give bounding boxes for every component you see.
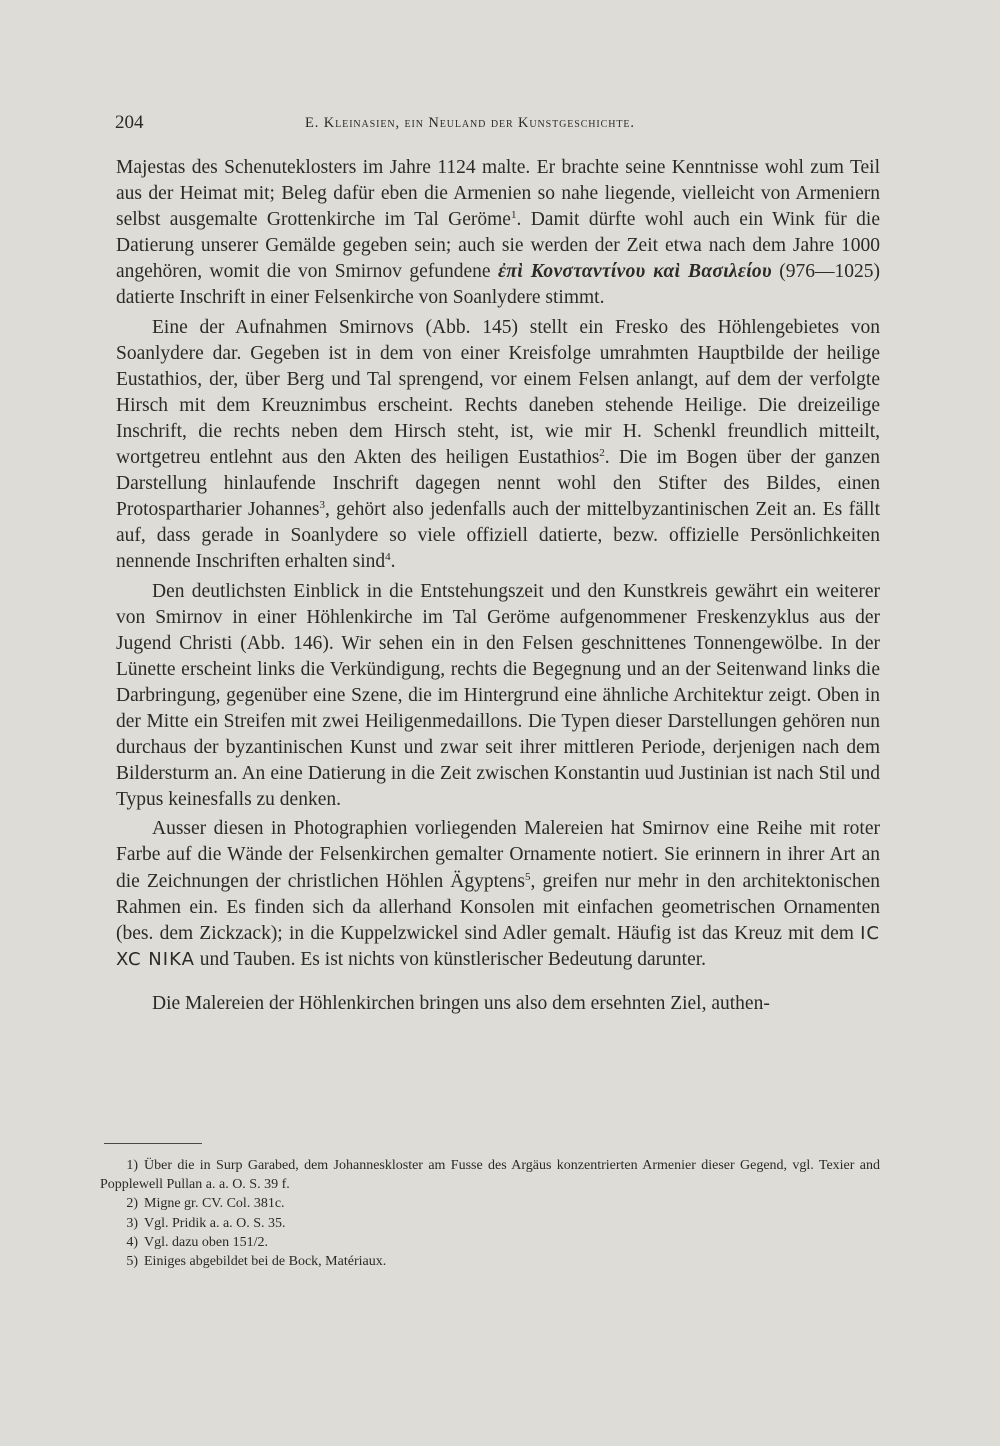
footnotes	[100, 1156, 880, 1271]
footnote-number: 4)	[126, 1234, 138, 1250]
paragraph-5: Die Malereien der Höhlenkirchen bringen uns also dem ersehnten Ziel, authen-	[152, 992, 770, 1014]
body-text	[116, 155, 880, 1017]
text-span: Ausser diesen in Photographien vorliegenden Malereien hat Smirnov eine Reihe mit roter Farbe auf die Wände der Felsenkirchen gemalter Ornamente notiert. Sie erinnern in ihrer Art an die Zeichnungen der christlichen Höhlen Ägyptens	[116, 818, 880, 892]
text-span: , greifen nur mehr in den architektonischen Rahmen ein. Es finden sich da allerhand Konsolen mit einfachen geometrischen Ornamenten (bes. dem Zickzack); in die Kuppelzwickel sind Adler gemalt. Häufig ist das Kreuz mit dem	[116, 870, 880, 944]
footnote-text: Vgl. Pridik a. a. O. S. 35.	[144, 1215, 286, 1231]
footnote-ref-4[interactable]: 4	[385, 551, 391, 564]
footnote-1	[100, 1156, 880, 1194]
footnote-number: 1)	[126, 1158, 138, 1173]
running-head: E. Kleinasien, ein Neuland der Kunstgeschichte.	[305, 115, 635, 131]
footnote-3	[100, 1214, 880, 1233]
footnote-text: Vgl. dazu oben 151/2.	[144, 1234, 269, 1250]
footnote-number: 5)	[126, 1254, 138, 1270]
footnote-5	[100, 1252, 880, 1271]
paragraph-4	[116, 816, 880, 973]
footnote-ref-1[interactable]: 1	[510, 209, 517, 222]
greek-text: ἐπὶ Κονσταντίνου καὶ Βασιλείου	[498, 261, 772, 283]
footnote-ref-3[interactable]: 3	[319, 499, 325, 512]
text-span: und Tauben. Es ist nichts von künstlerischer Bedeutung darunter.	[194, 948, 707, 970]
footnote-2	[100, 1194, 880, 1213]
paragraph-2	[116, 315, 880, 576]
text-span: Eine der Aufnahmen Smirnovs (Abb. 145) stellt ein Fresko des Höhlengebietes von Soanlydere dar. Gegeben ist in dem von einer Kreisfolge umrahmten Hauptbilde der heilige Eustathios, der, über Berg und Tal sprengend, vor einem Felsen anlangt, auf dem der verfolgte Hirsch mit dem Kreuznimbus erscheint. Rechts daneben stehende Heilige. Die dreizeilige Inschrift, die rechts neben dem Hirsch steht, ist, wie mir H. Schenkl freundlich mitteilt, wortgetreu entlehnt aus den Akten des heiligen Eustathios	[116, 316, 880, 469]
footnote-text: Einiges abgebildet bei de Bock, Matériaux.	[144, 1254, 387, 1270]
text-span: Majestas des Schenuteklosters im Jahre 1124 malte. Er brachte seine Kenntnisse wohl zum Teil aus der Heimat mit; Beleg dafür eben die Armenien so nahe liegende, vielleicht von Armeniern selbst ausgemalte Grottenkirche im Tal Geröme	[116, 157, 880, 231]
footnote-ref-5[interactable]: 5	[525, 870, 531, 883]
text-span: (976—1025) datierte Inschrift in einer Felsenkirche von Soanlydere stimmt.	[116, 261, 880, 309]
text-span: . Damit dürfte wohl auch ein Wink für die Datierung unserer Gemälde gegeben sein; auch sie werden der Zeit etwa nach dem Jahre 1000 angehören, womit die von Smirnov gefundene	[116, 209, 881, 283]
footnote-ref-2[interactable]: 2	[599, 447, 605, 460]
monogram-text: IC XC NIKA	[116, 922, 880, 970]
page-header	[115, 112, 885, 140]
footnote-number: 2)	[126, 1196, 138, 1212]
text-span: , gehört also jedenfalls auch der mittelbyzantinischen Zeit an. Es fällt auf, dass gerade in Soanlydere so viele offiziell datierte, bezw. offizielle Persönlichkeiten nennende Inschriften erhalten sind	[116, 499, 880, 573]
footnote-text: Über die in Surp Garabed, dem Johanneskloster am Fusse des Argäus konzentrierten Armenier dieser Gegend, vgl. Texier and Popplewell Pullan a. a. O. S. 39 f.	[100, 1158, 880, 1193]
text-span: . Die im Bogen über der ganzen Darstellung hinlaufende Inschrift dagegen nennt wohl den Stifter des Bildes, einen Protospartharier Johannes	[116, 447, 880, 521]
paragraph-1	[116, 155, 880, 312]
footnote-4	[100, 1233, 880, 1252]
page-number: 204	[115, 112, 144, 133]
footnote-text: Migne gr. CV. Col. 381c.	[144, 1196, 285, 1212]
footnote-divider	[104, 1143, 202, 1144]
text-span: .	[390, 551, 396, 573]
footnote-number: 3)	[126, 1215, 138, 1231]
paragraph-3: Den deutlichsten Einblick in die Entstehungszeit und den Kunstkreis gewährt ein weiterer von Smirnov in einer Höhlenkirche im Tal Geröme aufgenommener Freskenzyklus aus der Jugend Christi (Abb. 146). Wir sehen ein in den Felsen geschnittenes Tonnengewölbe. In der Lünette erscheint links die Verkündigung, rechts die Begegnung und an der Seitenwand links die Darbringung, gegenüber eine Szene, die im Hintergrund eine ähnliche Architektur zeigt. Oben in der Mitte ein Streifen mit zwei Heiligenmedaillons. Die Typen dieser Darstellungen gehören nun durchaus der byzantinischen Kunst und zwar seit ihrer mittleren Periode, derjenigen nach dem Bildersturm an. An eine Datierung in die Zeit zwischen Konstantin uud Justinian ist nach Stil und Typus keinesfalls zu denken.	[116, 580, 880, 811]
